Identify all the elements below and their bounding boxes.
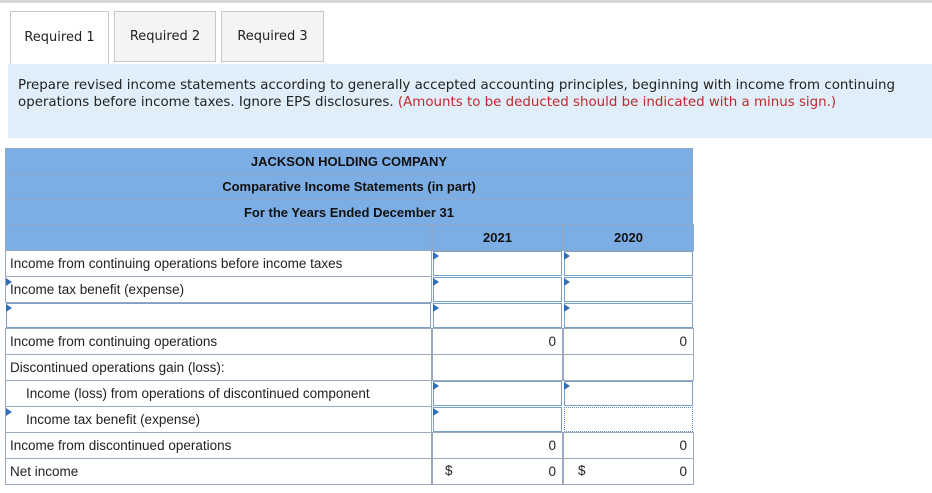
net-income-2020: 0 (563, 458, 694, 485)
column-header-2020: 2020 (563, 224, 694, 251)
discontinued-operations-2020-input[interactable] (564, 381, 693, 406)
income-before-taxes-2021-input[interactable] (433, 251, 562, 276)
row-label-discontinued-tax: Income tax benefit (expense) (5, 406, 432, 433)
instructions-box (8, 64, 932, 138)
income-discontinued-2020: 0 (563, 432, 694, 459)
row-label-discontinued-heading: Discontinued operations gain (loss): (5, 354, 432, 381)
discontinued-tax-2021-input[interactable] (433, 407, 562, 432)
dropdown-marker-icon (564, 304, 570, 312)
dropdown-marker-icon (564, 382, 570, 390)
tab-label: Required 2 (129, 29, 201, 44)
dropdown-marker-icon (6, 278, 12, 286)
row-label-net-income: Net income (5, 458, 432, 485)
row-label-income-continuing: Income from continuing operations (5, 328, 432, 355)
discontinued-heading-2021 (432, 354, 563, 381)
row-label-income-tax: Income tax benefit (expense) (5, 276, 432, 303)
dropdown-marker-icon (6, 304, 12, 312)
column-header-2021: 2021 (432, 224, 563, 251)
dropdown-marker-icon (433, 382, 439, 390)
tab-label: Required 3 (237, 29, 308, 44)
dropdown-marker-icon (433, 278, 439, 286)
statement-period: For the Years Ended December 31 (5, 199, 693, 225)
row-label-discontinued-operations: Income (loss) from operations of discontinued component (5, 380, 432, 407)
income-discontinued-2021: 0 (432, 432, 563, 459)
instructions-text: Prepare revised income statements according to generally accepted accounting principles, beginning with income from continuing operations before income taxes. Ignore EPS disclosures. (18, 78, 896, 110)
income-continuing-2020: 0 (563, 328, 694, 355)
blank-row-2020-input[interactable] (564, 303, 693, 328)
tab-required-1[interactable] (10, 11, 109, 64)
dropdown-marker-icon (433, 408, 439, 416)
row-label-income-discontinued: Income from discontinued operations (5, 432, 432, 459)
column-header-blank (5, 224, 432, 251)
tab-label: Required 1 (24, 30, 95, 45)
dropdown-marker-icon (433, 304, 439, 312)
statement-title: Comparative Income Statements (in part) (5, 173, 693, 200)
top-divider (0, 0, 932, 3)
company-name: JACKSON HOLDING COMPANY (5, 148, 693, 174)
discontinued-operations-2021-input[interactable] (433, 381, 562, 406)
discontinued-heading-2020 (563, 354, 694, 381)
dropdown-marker-icon (433, 252, 439, 260)
tab-required-2[interactable] (114, 11, 216, 62)
dropdown-marker-icon (564, 278, 570, 286)
dropdown-marker-icon (6, 408, 12, 416)
currency-symbol-2020: $ (578, 463, 586, 478)
income-tax-2020-input[interactable] (564, 277, 693, 302)
discontinued-tax-2020-input[interactable] (564, 407, 693, 432)
dropdown-marker-icon (564, 252, 570, 260)
instructions-note: (Amounts to be deducted should be indicated with a minus sign.) (397, 94, 837, 110)
tab-required-3[interactable] (221, 11, 324, 62)
net-income-2021: 0 (432, 458, 563, 485)
income-tax-2021-input[interactable] (433, 277, 562, 302)
blank-row-label-input[interactable] (6, 303, 431, 328)
currency-symbol-2021: $ (445, 463, 453, 478)
blank-row-2021-input[interactable] (433, 303, 562, 328)
income-continuing-2021: 0 (432, 328, 563, 355)
row-label-income-before-taxes: Income from continuing operations before income taxes (5, 250, 432, 277)
income-before-taxes-2020-input[interactable] (564, 251, 693, 276)
